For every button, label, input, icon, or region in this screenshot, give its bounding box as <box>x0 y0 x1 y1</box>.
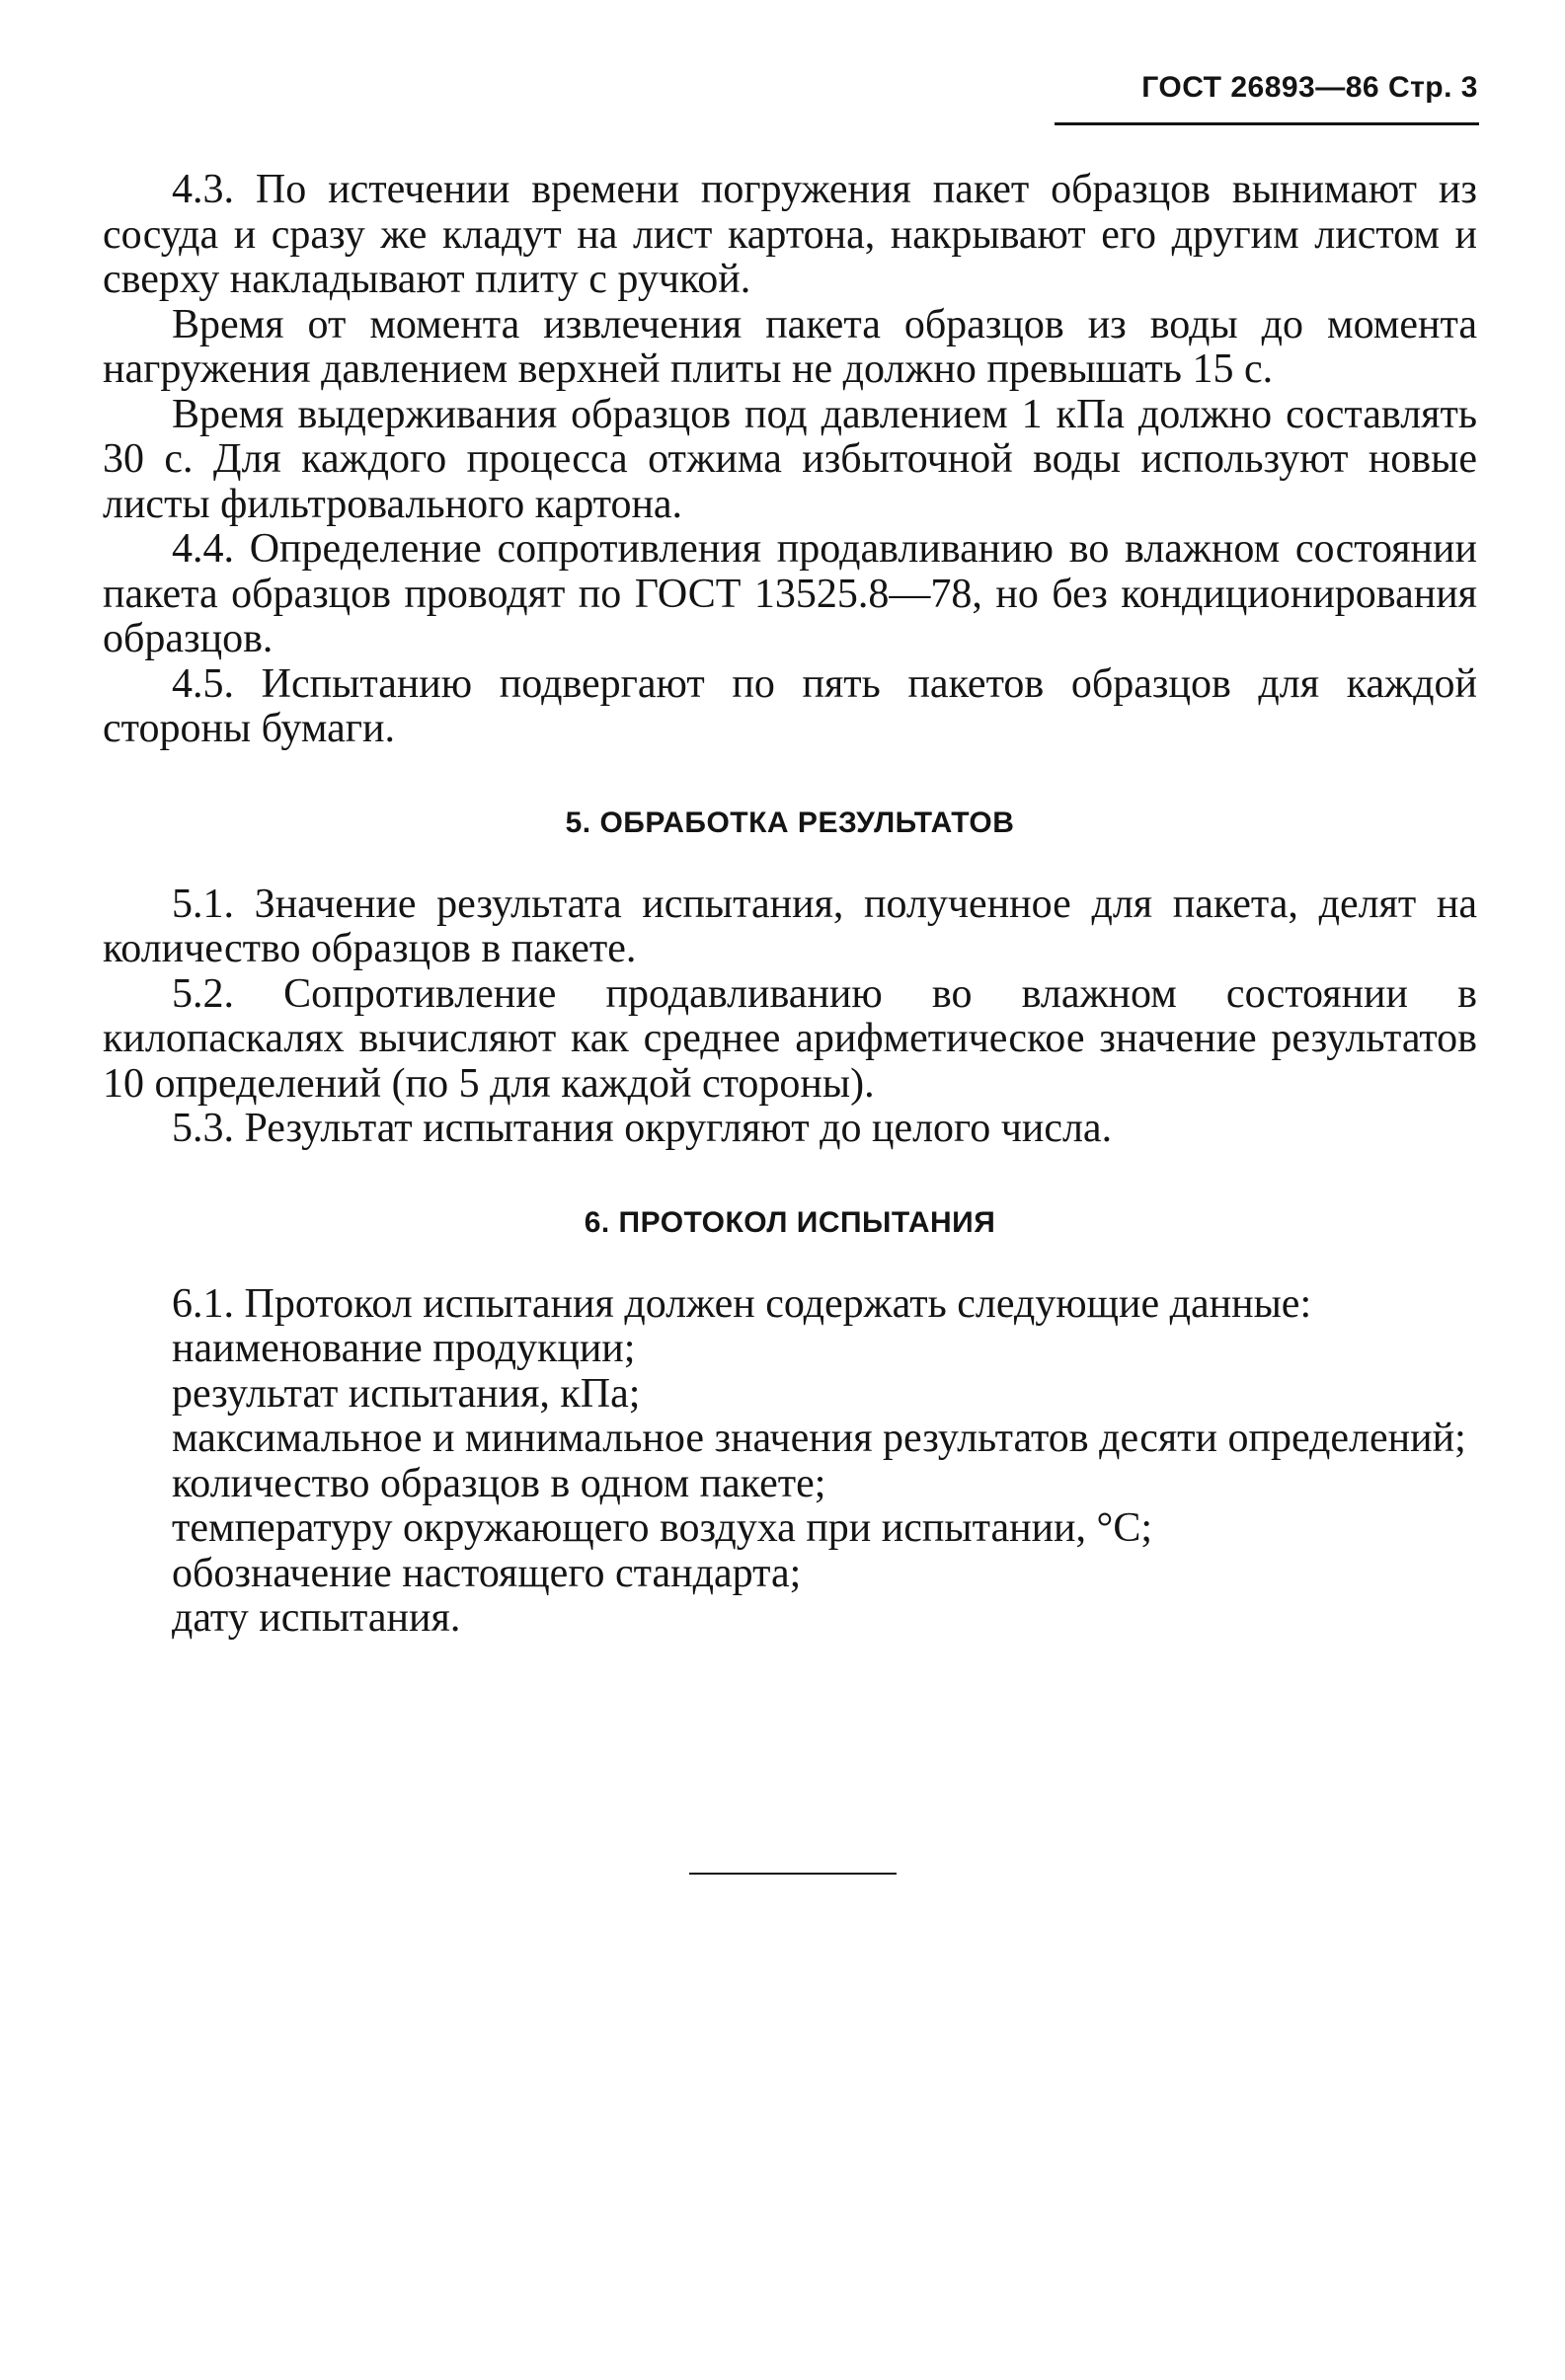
paragraph-4-4: 4.4. Определение сопротивления продавливанию во влажном состоянии пакета образцов проводят по ГОСТ 13525.8—78, но без кондиционирования образцов. <box>103 526 1477 661</box>
protocol-item-product-name: наименование продукции; <box>172 1326 636 1371</box>
paragraph-5-3: 5.3. Результат испытания округляют до целого числа. <box>172 1106 1113 1151</box>
protocol-item-test-result: результат испытания, кПа; <box>172 1370 641 1417</box>
paragraph-4-3-time-extraction: Время от момента извлечения пакета образцов из воды до момента нагружения давлением верхней плиты не должно превышать 15 с. <box>103 301 1477 392</box>
section-5-heading: 5. ОБРАБОТКА РЕЗУЛЬТАТОВ <box>565 806 1015 839</box>
paragraph-4-5: 4.5. Испытанию подвергают по пять пакетов образцов для каждой стороны бумаги. <box>103 660 1477 751</box>
section-6-heading: 6. ПРОТОКОЛ ИСПЫТАНИЯ <box>584 1205 996 1239</box>
header-rule <box>1055 122 1479 125</box>
protocol-item-sample-count: количество образцов в одном пакете; <box>172 1460 826 1506</box>
paragraph-4-3: 4.3. По истечении времени погружения пакет образцов вынимают из сосуда и сразу же кладут на лист картона, накрывают его другим листом и сверху накладывают плиту с ручкой. <box>103 167 1477 302</box>
protocol-item-standard-designation: обозначение настоящего стандарта; <box>172 1550 802 1596</box>
protocol-item-air-temperature: температуру окружающего воздуха при испытании, °С; <box>172 1505 1153 1551</box>
protocol-item-max-min-values: максимальное и минимальное значения результатов десяти определений; <box>172 1416 1466 1461</box>
paragraph-4-3-time-pressure: Время выдерживания образцов под давлением 1 кПа должно составлять 30 с. Для каждого процесса отжима избыточной воды используют новые листы фильтровального картона. <box>103 391 1477 527</box>
paragraph-5-2: 5.2. Сопротивление продавливанию во влажном состоянии в килопаскалях вычисляют как среднее арифметическое значение результатов 10 определений (по 5 для каждой стороны). <box>103 970 1477 1107</box>
protocol-item-test-date: дату испытания. <box>172 1595 461 1641</box>
document-body <box>103 168 1477 1642</box>
paragraph-5-1: 5.1. Значение результата испытания, полученное для пакета, делят на количество образцов в пакете. <box>103 881 1477 971</box>
running-header: ГОСТ 26893—86 Стр. 3 <box>1141 71 1478 104</box>
paragraph-6-1: 6.1. Протокол испытания должен содержать следующие данные: <box>172 1280 1312 1327</box>
end-of-text-rule <box>689 1873 897 1875</box>
